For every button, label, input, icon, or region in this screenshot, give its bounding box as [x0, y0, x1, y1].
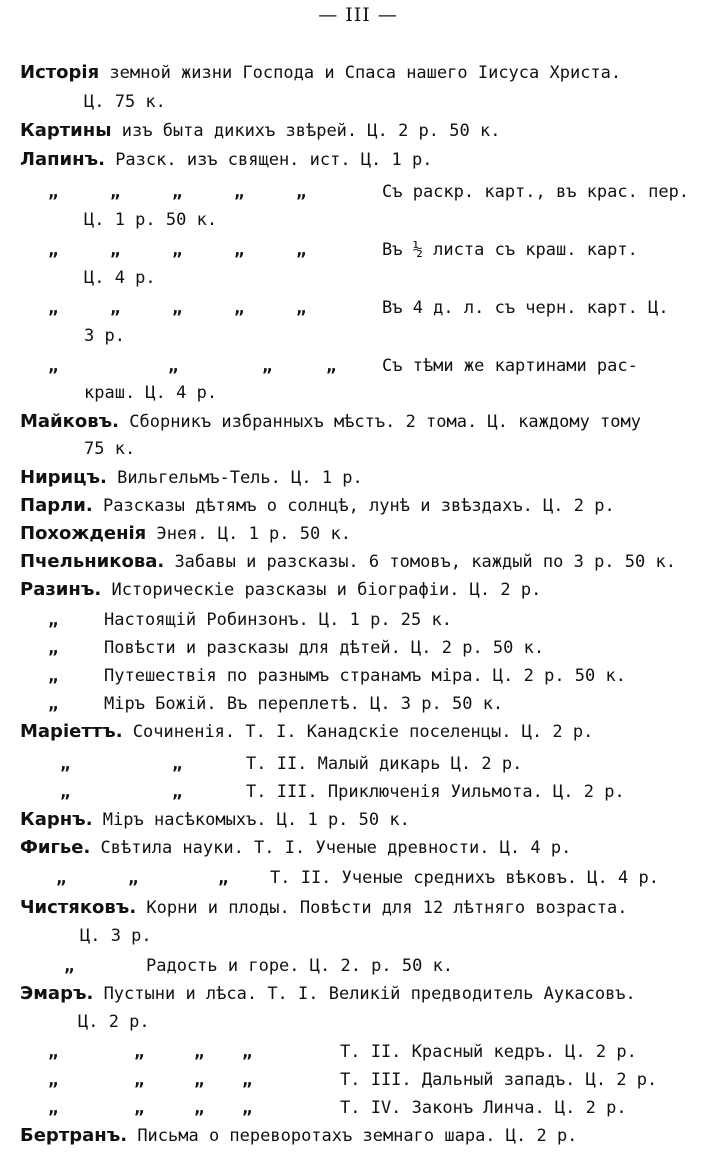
entry-text: Сочиненія. Т. I. Канадскіе поселенцы. Ц. 2 р. — [122, 722, 594, 742]
ditto-mark: „ — [128, 868, 139, 888]
ditto-mark: „ — [56, 868, 67, 888]
ditto-mark: „ — [172, 240, 183, 260]
entry-text: Историческіе разсказы и біографіи. Ц. 2 р. — [101, 580, 542, 600]
entry-author: Нирицъ. — [20, 467, 107, 488]
ditto-mark: „ — [172, 782, 183, 802]
ditto-line — [48, 1068, 657, 1092]
entry-author: Похожденія — [20, 523, 147, 544]
entry-line — [20, 148, 432, 172]
entry-line — [20, 494, 615, 518]
entry-text: Т. IV. Законъ Линча. Ц. 2 р. — [340, 1098, 627, 1118]
entry-continuation: Ц. 3 р. — [80, 926, 152, 946]
ditto-mark: „ — [168, 356, 179, 376]
ditto-mark: „ — [64, 956, 75, 976]
entry-text: Энея. Ц. 1 р. 50 к. — [146, 524, 351, 544]
entry-continuation: Ц. 75 к. — [84, 92, 166, 112]
entry-line — [20, 61, 621, 85]
entry-text: Міръ насѣкомыхъ. Ц. 1 р. 50 к. — [92, 810, 410, 830]
ditto-marks — [48, 354, 376, 378]
ditto-line — [48, 664, 626, 688]
ditto-line — [48, 692, 503, 716]
ditto-line — [48, 1040, 637, 1064]
entry-continuation: Ц. 4 р. — [84, 268, 156, 288]
ditto-mark: „ — [134, 1070, 145, 1090]
entry-text: Міръ Божій. Въ переплетѣ. Ц. 3 р. 50 к. — [104, 694, 504, 714]
entry-text: Повѣсти и разсказы для дѣтей. Ц. 2 р. 50 к. — [104, 638, 545, 658]
ditto-mark: „ — [172, 298, 183, 318]
ditto-marks — [48, 238, 346, 262]
entry-text: Т. II. Красный кедръ. Ц. 2 р. — [340, 1042, 637, 1062]
ditto-mark: „ — [242, 1070, 253, 1090]
entry-author: Чистяковъ. — [20, 897, 137, 918]
ditto-mark: „ — [234, 240, 245, 260]
entry-author: Бертранъ. — [20, 1125, 128, 1146]
entry-text: Свѣтила науки. Т. I. Ученые древности. Ц. 4 р. — [90, 838, 572, 858]
ditto-mark: „ — [48, 610, 59, 630]
entry-text: Корни и плоды. Повѣсти для 12 лѣтняго возраста. — [136, 898, 628, 918]
ditto-marks — [48, 296, 346, 320]
ditto-mark: „ — [172, 754, 183, 774]
ditto-line — [60, 780, 625, 804]
entry-text: Забавы и разсказы. 6 томовъ, каждый по 3 р. 50 к. — [164, 552, 676, 572]
entry-text: Т. III. Приключенія Уильмота. Ц. 2 р. — [246, 782, 625, 802]
ditto-mark: „ — [110, 298, 121, 318]
entry-author: Маріеттъ. — [20, 721, 123, 742]
entry-text: Въ 4 д. л. съ черн. карт. Ц. — [382, 298, 669, 318]
entry-text: Разск. изъ священ. ист. Ц. 1 р. — [104, 150, 433, 170]
ditto-mark: „ — [48, 356, 59, 376]
ditto-mark: „ — [134, 1042, 145, 1062]
ditto-mark: „ — [48, 666, 59, 686]
entry-continuation: 75 к. — [84, 439, 136, 459]
entry-continuation: 3 р. — [84, 326, 125, 346]
entry-author: Фигье. — [20, 837, 91, 858]
entry-text: Съ тѣми же картинами рас- — [382, 356, 638, 376]
entry-line — [20, 982, 636, 1006]
ditto-mark: „ — [234, 298, 245, 318]
entry-text: Радость и горе. Ц. 2. р. 50 к. — [146, 956, 454, 976]
ditto-mark: „ — [48, 240, 59, 260]
entry-line — [20, 720, 593, 744]
ditto-mark: „ — [242, 1042, 253, 1062]
entry-text: Съ раскр. карт., въ крас. пер. — [382, 182, 690, 202]
entry-author: Картины — [20, 120, 112, 141]
ditto-mark: „ — [194, 1042, 205, 1062]
entry-text: Разсказы дѣтямъ о солнцѣ, лунѣ и звѣздахъ. Ц. 2 р. — [92, 496, 615, 516]
ditto-mark: „ — [110, 182, 121, 202]
ditto-mark: „ — [48, 298, 59, 318]
entry-author: Исторія — [20, 62, 100, 83]
ditto-mark: „ — [194, 1070, 205, 1090]
entry-text: Путешествія по разнымъ странамъ міра. Ц. 2 р. 50 к. — [104, 666, 626, 686]
entry-text: Вильгельмъ-Тель. Ц. 1 р. — [106, 468, 363, 488]
entry-continuation: Ц. 2 р. — [78, 1012, 150, 1032]
ditto-line — [56, 866, 659, 890]
entry-text: Т. II. Ученые среднихъ вѣковъ. Ц. 4 р. — [270, 868, 659, 888]
ditto-mark: „ — [48, 694, 59, 714]
ditto-mark: „ — [110, 240, 121, 260]
entry-text: Письма о переворотахъ земнаго шара. Ц. 2 р. — [127, 1126, 578, 1146]
entry-text: изъ быта дикихъ звѣрей. Ц. 2 р. 50 к. — [111, 121, 501, 141]
entry-continuation: Ц. 1 р. 50 к. — [84, 210, 218, 230]
entry-line — [20, 466, 363, 490]
ditto-mark: „ — [48, 1098, 59, 1118]
entry-line — [20, 550, 676, 574]
ditto-mark: „ — [172, 182, 183, 202]
ditto-mark: „ — [218, 868, 229, 888]
page-number: — III — — [318, 4, 398, 26]
entry-line — [20, 808, 410, 832]
ditto-mark: „ — [296, 182, 307, 202]
ditto-mark: „ — [134, 1098, 145, 1118]
entry-author: Эмаръ. — [20, 983, 94, 1004]
ditto-mark: „ — [48, 638, 59, 658]
ditto-line — [60, 752, 522, 776]
ditto-line — [48, 636, 544, 660]
entry-line — [20, 119, 500, 143]
entry-text: Настоящій Робинзонъ. Ц. 1 р. 25 к. — [104, 610, 452, 630]
ditto-mark: „ — [262, 356, 273, 376]
entry-author: Парли. — [20, 495, 93, 516]
entry-author: Карнъ. — [20, 809, 93, 830]
entry-text: Т. III. Дальный западъ. Ц. 2 р. — [340, 1070, 658, 1090]
ditto-mark: „ — [48, 1070, 59, 1090]
entry-author: Лапинъ. — [20, 149, 105, 170]
entry-line — [20, 410, 641, 434]
ditto-line — [48, 1096, 627, 1120]
entry-line — [20, 578, 541, 602]
entry-author: Пчельникова. — [20, 551, 165, 572]
entry-line — [20, 896, 627, 920]
ditto-marks — [48, 180, 346, 204]
ditto-mark: „ — [48, 1042, 59, 1062]
ditto-mark: „ — [60, 782, 71, 802]
ditto-mark: „ — [242, 1098, 253, 1118]
entry-line — [20, 1124, 577, 1148]
entry-text: Пустыни и лѣса. Т. I. Великій предводитель Аукасовъ. — [93, 984, 636, 1004]
entry-line — [20, 836, 571, 860]
entry-continuation: краш. Ц. 4 р. — [84, 383, 218, 403]
entry-text: земной жизни Господа и Спаса нашего Іисуса Христа. — [99, 63, 622, 83]
ditto-mark: „ — [326, 356, 337, 376]
ditto-line — [64, 954, 453, 978]
entry-text: Сборникъ избранныхъ мѣстъ. 2 тома. Ц. каждому тому — [119, 412, 641, 432]
ditto-mark: „ — [234, 182, 245, 202]
ditto-line — [48, 608, 452, 632]
ditto-mark: „ — [60, 754, 71, 774]
ditto-mark: „ — [48, 182, 59, 202]
entry-line — [20, 522, 351, 546]
ditto-mark: „ — [296, 298, 307, 318]
entry-text: Въ ½ листа съ краш. карт. — [382, 240, 638, 260]
ditto-mark: „ — [296, 240, 307, 260]
ditto-mark: „ — [194, 1098, 205, 1118]
entry-author: Майковъ. — [20, 411, 120, 432]
entry-text: Т. II. Малый дикарь Ц. 2 р. — [246, 754, 523, 774]
entry-author: Разинъ. — [20, 579, 102, 600]
